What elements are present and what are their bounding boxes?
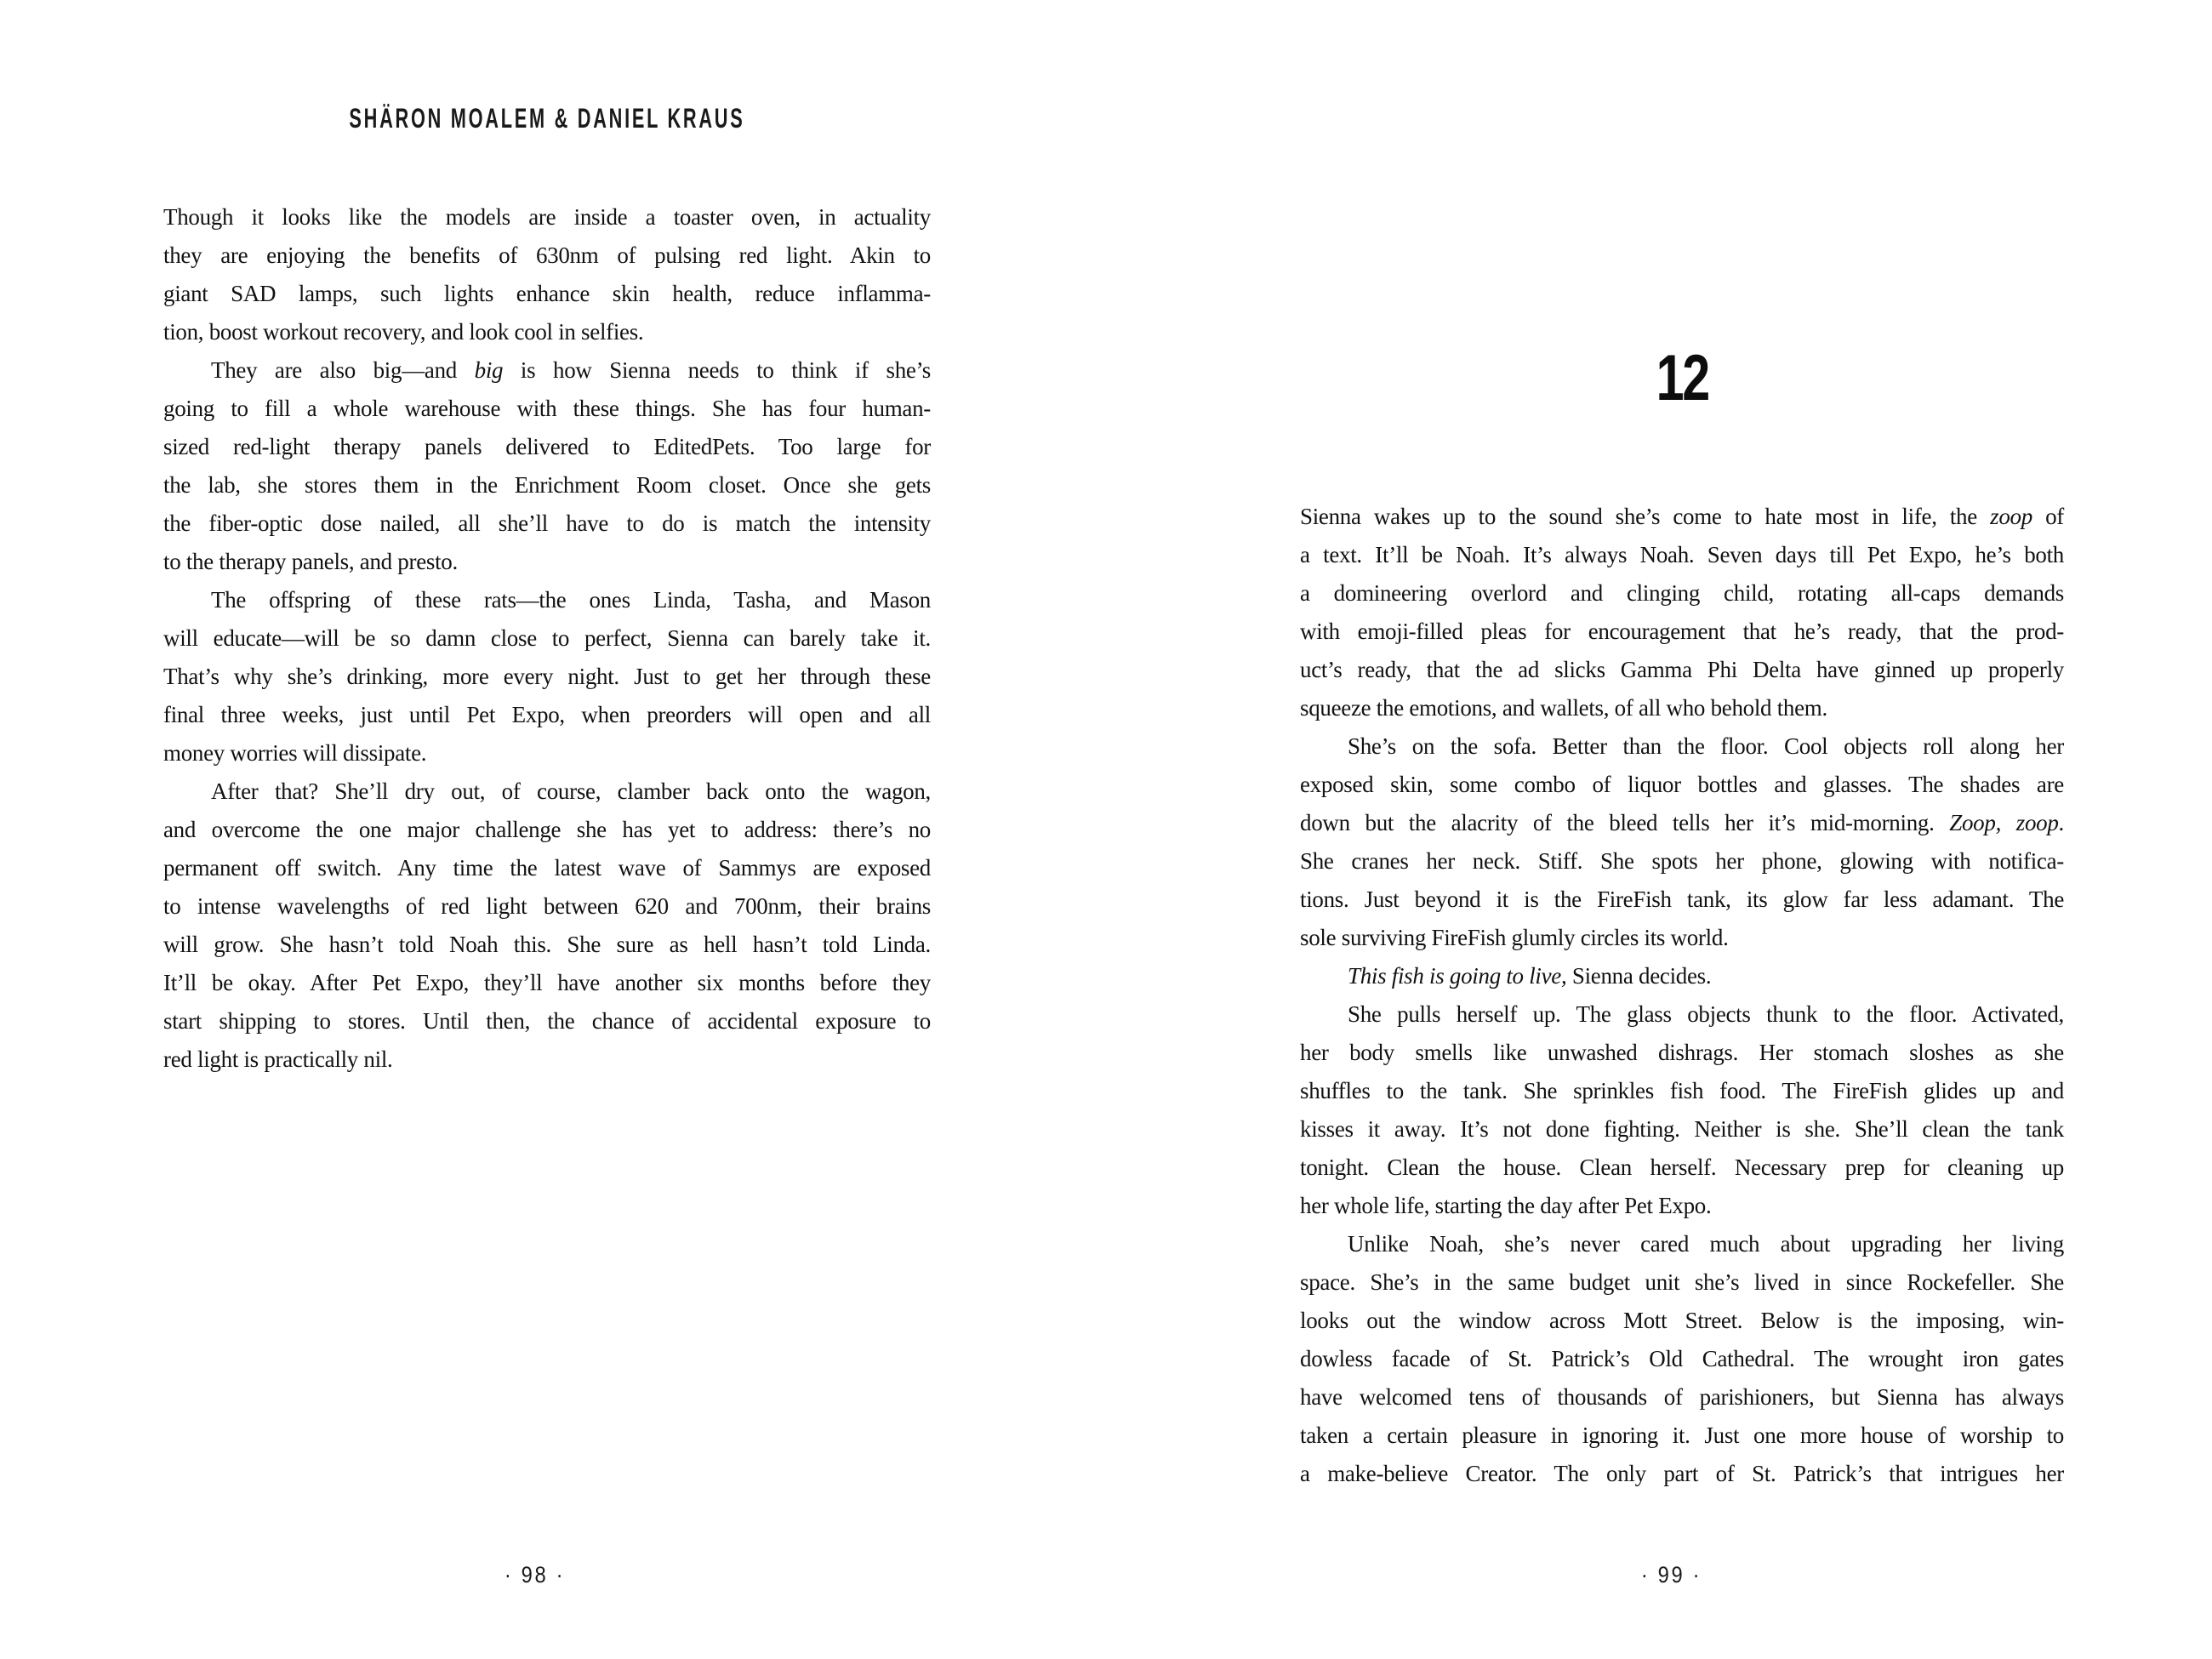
- italic-text: big: [474, 357, 504, 383]
- left-page-number: [151, 1562, 919, 1592]
- body-text: will educate—will be so damn close to perfect, Sienna can barely take it.: [163, 625, 931, 651]
- body-text: looks out the window across Mott Street. Below is the imposing, win-: [1300, 1308, 2064, 1333]
- body-text: red light is practically nil.: [163, 1046, 393, 1072]
- text-line: [163, 887, 931, 926]
- text-line: [163, 849, 931, 887]
- body-text: tonight. Clean the house. Clean herself. Necessary prep for cleaning up: [1300, 1154, 2064, 1180]
- body-text: the lab, she stores them in the Enrichment Room closet. Once she gets: [163, 472, 931, 498]
- body-text: a domineering overlord and clinging child, rotating all-caps demands: [1300, 580, 2064, 606]
- text-line: [1300, 804, 2064, 842]
- body-text: they are enjoying the benefits of 630nm of pulsing red light. Akin to: [163, 242, 931, 268]
- text-line: [1300, 651, 2064, 689]
- body-text: of: [2032, 504, 2064, 529]
- body-text: the fiber-optic dose nailed, all she’ll have to do is match the intensity: [163, 510, 931, 536]
- body-text: She’s on the sofa. Better than the floor. Cool objects roll along her: [1348, 733, 2064, 759]
- chapter-number-text: 12: [1656, 342, 1708, 414]
- body-text: After that? She’ll dry out, of course, clamber back onto the wagon,: [211, 778, 931, 804]
- body-text: have welcomed tens of thousands of parishioners, but Sienna has always: [1300, 1384, 2064, 1410]
- text-line: [163, 658, 931, 696]
- body-text: permanent off switch. Any time the latest wave of Sammys are exposed: [163, 855, 931, 881]
- text-line: [163, 390, 931, 428]
- italic-text: This fish is going to live,: [1348, 963, 1567, 989]
- body-text: start shipping to stores. Until then, the chance of accidental exposure to: [163, 1008, 931, 1034]
- body-text: uct’s ready, that the ad slicks Gamma Phi Delta have ginned up properly: [1300, 657, 2064, 682]
- text-line: [1300, 1072, 2064, 1110]
- italic-text: zoop: [1990, 504, 2032, 529]
- body-text: Though it looks like the models are inside a toaster oven, in actuality: [163, 204, 931, 230]
- text-line: [163, 543, 931, 581]
- text-line: [163, 1040, 931, 1079]
- right-page-body-text: [1300, 498, 2064, 1493]
- body-text: to intense wavelengths of red light between 620 and 700nm, their brains: [163, 893, 931, 919]
- body-text: Unlike Noah, she’s never cared much about upgrading her living: [1348, 1231, 2064, 1257]
- text-line: [1300, 1187, 2064, 1225]
- text-line: [1300, 766, 2064, 804]
- text-line: [163, 198, 931, 237]
- chapter-heading: [1300, 342, 2064, 428]
- running-header-text: SHÄRON MOALEM & DANIEL KRAUS: [349, 103, 745, 134]
- body-text: a make-believe Creator. The only part of St. Patrick’s that intrigues her: [1300, 1461, 2064, 1486]
- text-line: [163, 619, 931, 658]
- body-text: sole surviving FireFish glumly circles its world.: [1300, 925, 1729, 950]
- text-line: [163, 1002, 931, 1040]
- text-line: [163, 428, 931, 466]
- text-line: [163, 926, 931, 964]
- right-page-number-text: · 99 ·: [1641, 1562, 1702, 1588]
- text-line: [163, 696, 931, 734]
- body-text: Sienna wakes up to the sound she’s come to hate most in life, the: [1300, 504, 1991, 529]
- body-text: exposed skin, some combo of liquor bottles and glasses. The shades are: [1300, 772, 2064, 797]
- body-text: shuffles to the tank. She sprinkles fish food. The FireFish glides up and: [1300, 1078, 2064, 1103]
- text-line: [163, 275, 931, 313]
- text-line: [1300, 1417, 2064, 1455]
- text-line: [1300, 498, 2064, 536]
- left-page-number-text: · 98 ·: [505, 1562, 566, 1588]
- body-text: her body smells like unwashed dishrags. Her stomach sloshes as she: [1300, 1040, 2064, 1065]
- text-line: [163, 734, 931, 772]
- body-text: final three weeks, just until Pet Expo, when preorders will open and all: [163, 702, 931, 727]
- text-line: [163, 313, 931, 351]
- body-text: taken a certain pleasure in ignoring it. Just one more house of worship to: [1300, 1422, 2064, 1448]
- text-line: [163, 505, 931, 543]
- text-line: [1300, 1378, 2064, 1417]
- text-line: [1300, 1302, 2064, 1340]
- body-text: dowless facade of St. Patrick’s Old Cathedral. The wrought iron gates: [1300, 1346, 2064, 1371]
- body-text: going to fill a whole warehouse with these things. She has four human-: [163, 396, 931, 421]
- body-text: her whole life, starting the day after Pet Expo.: [1300, 1193, 1712, 1218]
- body-text: tions. Just beyond it is the FireFish tank, its glow far less adamant. The: [1300, 887, 2064, 912]
- text-line: [163, 581, 931, 619]
- text-line: [163, 811, 931, 849]
- body-text: squeeze the emotions, and wallets, of all who behold them.: [1300, 695, 1827, 721]
- body-text: to the therapy panels, and presto.: [163, 549, 458, 574]
- text-line: [1300, 689, 2064, 727]
- body-text: Sienna decides.: [1566, 963, 1712, 989]
- body-text: kisses it away. It’s not done fighting. Neither is she. She’ll clean the tank: [1300, 1116, 2064, 1142]
- text-line: [1300, 995, 2064, 1034]
- body-text: sized red-light therapy panels delivered to EditedPets. Too large for: [163, 434, 931, 459]
- body-text: She cranes her neck. Stiff. She spots her phone, glowing with notifica-: [1300, 848, 2064, 874]
- body-text: will grow. She hasn’t told Noah this. She sure as hell hasn’t told Linda.: [163, 932, 931, 957]
- body-text: .: [2058, 810, 2064, 835]
- body-text: The offspring of these rats—the ones Linda, Tasha, and Mason: [211, 587, 931, 613]
- body-text: money worries will dissipate.: [163, 740, 427, 766]
- body-text: a text. It’ll be Noah. It’s always Noah. Seven days till Pet Expo, he’s both: [1300, 542, 2064, 567]
- text-line: [1300, 1340, 2064, 1378]
- body-text: down but the alacrity of the bleed tells her it’s mid-morning.: [1300, 810, 1950, 835]
- body-text: That’s why she’s drinking, more every night. Just to get her through these: [163, 664, 931, 689]
- text-line: [1300, 1149, 2064, 1187]
- left-page-body-text: [163, 198, 931, 1079]
- body-text: It’ll be okay. After Pet Expo, they’ll have another six months before they: [163, 970, 931, 995]
- body-text: is how Sienna needs to think if she’s: [503, 357, 931, 383]
- text-line: [1300, 1110, 2064, 1149]
- text-line: [1300, 536, 2064, 574]
- body-text: with emoji-filled pleas for encouragement that he’s ready, that the prod-: [1300, 619, 2064, 644]
- text-line: [1300, 842, 2064, 881]
- text-line: [163, 237, 931, 275]
- text-line: [1300, 1455, 2064, 1493]
- text-line: [163, 772, 931, 811]
- body-text: giant SAD lamps, such lights enhance skin health, reduce inflamma-: [163, 281, 931, 306]
- text-line: [1300, 613, 2064, 651]
- body-text: She pulls herself up. The glass objects thunk to the floor. Activated,: [1348, 1001, 2064, 1027]
- text-line: [1300, 957, 2064, 995]
- running-header-authors: [163, 102, 931, 140]
- text-line: [1300, 574, 2064, 613]
- body-text: tion, boost workout recovery, and look cool in selfies.: [163, 319, 644, 345]
- text-line: [1300, 1225, 2064, 1263]
- text-line: [1300, 881, 2064, 919]
- text-line: [1300, 727, 2064, 766]
- text-line: [1300, 1263, 2064, 1302]
- body-text: and overcome the one major challenge she has yet to address: there’s no: [163, 817, 931, 842]
- text-line: [1300, 919, 2064, 957]
- body-text: They are also big—and: [211, 357, 475, 383]
- text-line: [1300, 1034, 2064, 1072]
- text-line: [163, 466, 931, 505]
- text-line: [163, 351, 931, 390]
- right-page-number: [1290, 1562, 2054, 1592]
- body-text: space. She’s in the same budget unit she’s lived in since Rockefeller. She: [1300, 1269, 2064, 1295]
- text-line: [163, 964, 931, 1002]
- italic-text: Zoop, zoop: [1949, 810, 2059, 835]
